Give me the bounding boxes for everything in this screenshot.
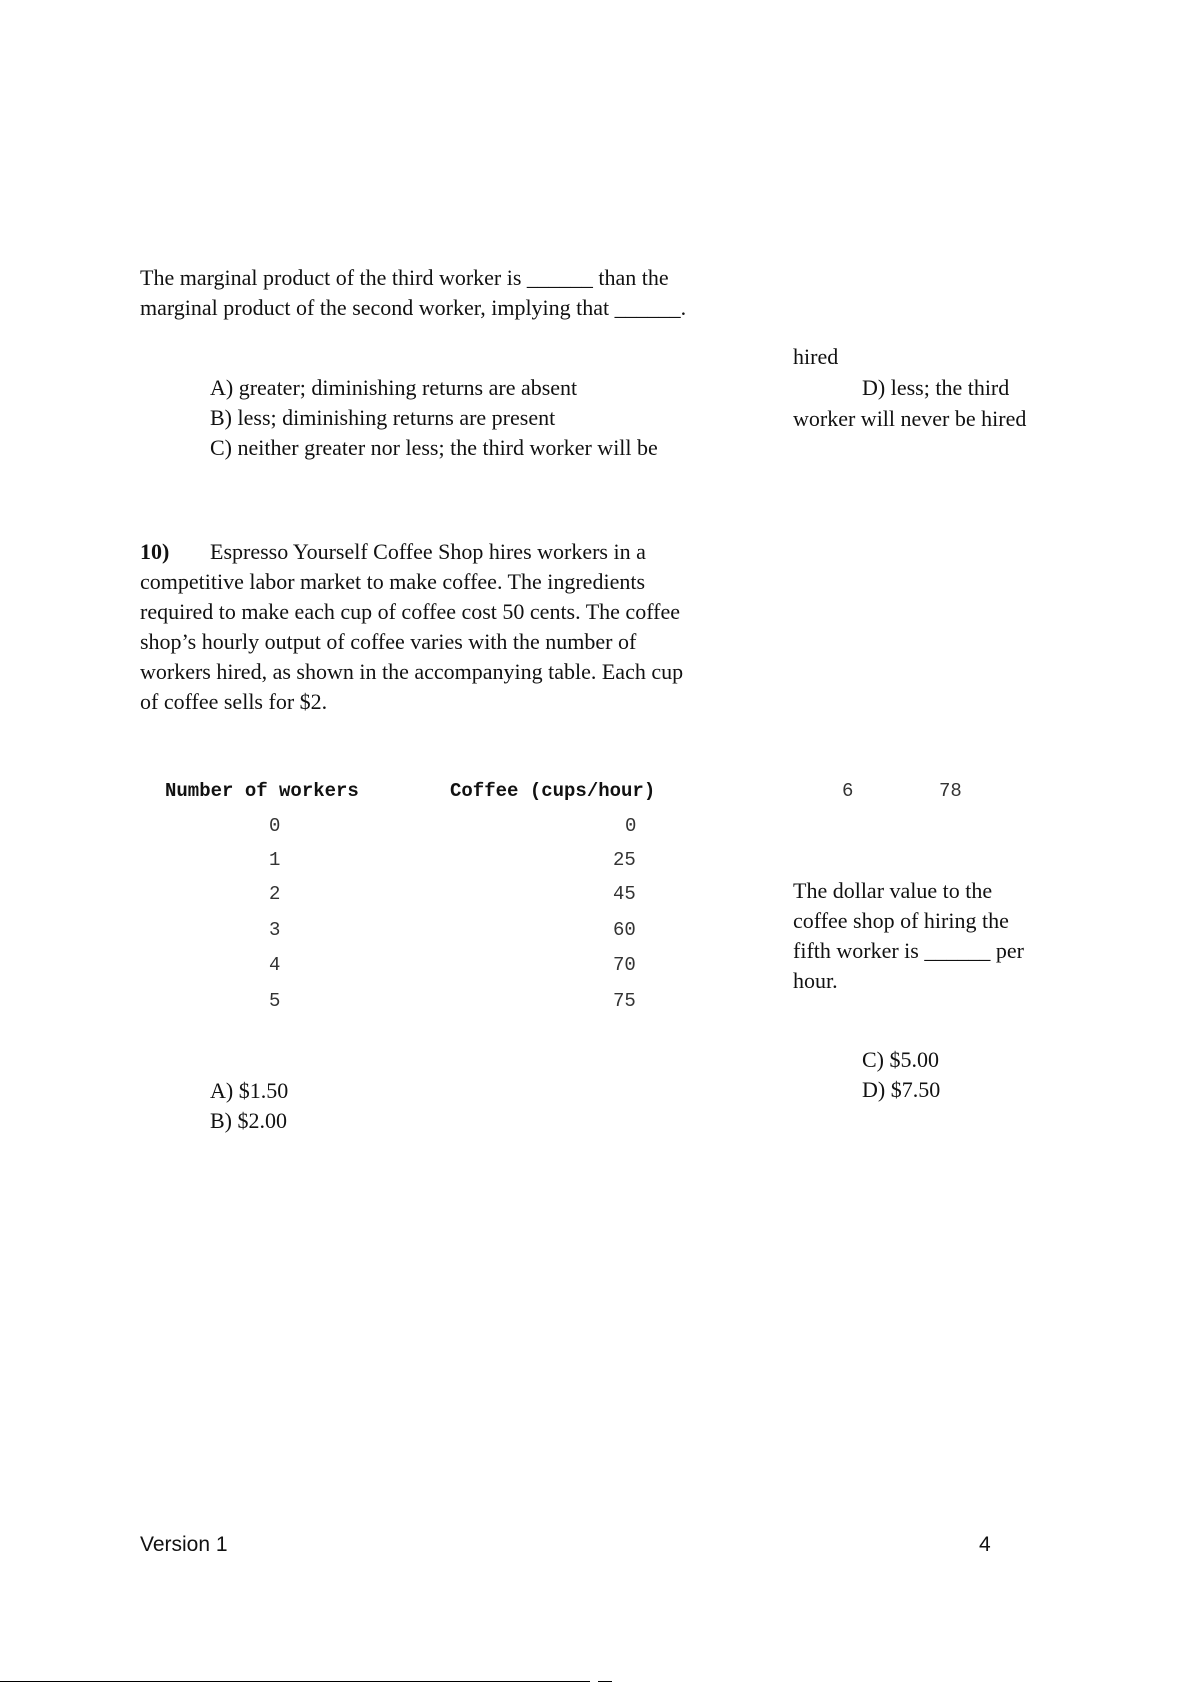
table-cell-coffee: 25 bbox=[613, 849, 636, 871]
table-header-workers: Number of workers bbox=[165, 780, 359, 802]
stem-line: competitive labor market to make coffee. The ingredients bbox=[140, 569, 646, 594]
q10-options-left bbox=[210, 1076, 288, 1136]
option-a: A) $1.50 bbox=[210, 1078, 289, 1103]
option-d: D) $7.50 bbox=[862, 1077, 941, 1102]
table-cell-workers: 0 bbox=[269, 815, 281, 837]
option-c-continuation: hired bbox=[793, 344, 839, 369]
stem-line: Espresso Yourself Coffee Shop hires workers in a bbox=[210, 539, 646, 564]
option-d: D) less; the third bbox=[862, 375, 1010, 400]
question-10-prompt bbox=[793, 876, 1024, 996]
table-cell-coffee: 75 bbox=[613, 990, 636, 1012]
question-10-stem bbox=[140, 537, 683, 717]
page-number: 4 bbox=[979, 1533, 991, 1556]
prompt-line: fifth worker is ______ per bbox=[793, 938, 1024, 963]
stem-line: marginal product of the second worker, implying that ______. bbox=[140, 295, 687, 320]
stem-line: workers hired, as shown in the accompanying table. Each cup bbox=[140, 659, 684, 684]
table-header-coffee: Coffee (cups/hour) bbox=[450, 780, 656, 802]
option-b: B) $2.00 bbox=[210, 1108, 287, 1133]
page-bottom-rule bbox=[0, 1681, 590, 1682]
stem-line: shop’s hourly output of coffee varies with the number of bbox=[140, 629, 637, 654]
table-cell-workers: 4 bbox=[269, 954, 281, 976]
option-a: A) greater; diminishing returns are absent bbox=[210, 375, 578, 400]
prompt-line: hour. bbox=[793, 968, 838, 993]
option-d-continuation: worker will never be hired bbox=[793, 406, 1027, 431]
q10-options-right bbox=[862, 1045, 940, 1105]
stem-line: of coffee sells for $2. bbox=[140, 689, 328, 714]
stem-line: The marginal product of the third worker is ______ than the bbox=[140, 265, 669, 290]
option-c: C) neither greater nor less; the third worker will be bbox=[210, 435, 658, 460]
version-label: Version 1 bbox=[140, 1533, 228, 1556]
table-cell-coffee: 45 bbox=[613, 883, 636, 905]
table-cell-coffee: 60 bbox=[613, 919, 636, 941]
table-overflow-coffee: 78 bbox=[939, 780, 962, 802]
table-cell-workers: 5 bbox=[269, 990, 281, 1012]
prompt-line: coffee shop of hiring the bbox=[793, 908, 1009, 933]
prev-question-stem bbox=[140, 263, 686, 323]
table-cell-workers: 1 bbox=[269, 849, 281, 871]
stem-line: required to make each cup of coffee cost 50 cents. The coffee bbox=[140, 599, 680, 624]
option-c: C) $5.00 bbox=[862, 1047, 939, 1072]
prompt-line: The dollar value to the bbox=[793, 878, 993, 903]
table-cell-workers: 2 bbox=[269, 883, 281, 905]
prev-question-options bbox=[210, 373, 658, 463]
question-number: 10) bbox=[140, 539, 170, 564]
table-cell-coffee: 0 bbox=[625, 815, 637, 837]
table-overflow-workers: 6 bbox=[842, 780, 854, 802]
page-bottom-rule-tick bbox=[598, 1681, 612, 1682]
table-cell-coffee: 70 bbox=[613, 954, 636, 976]
option-b: B) less; diminishing returns are present bbox=[210, 405, 556, 430]
table-cell-workers: 3 bbox=[269, 919, 281, 941]
